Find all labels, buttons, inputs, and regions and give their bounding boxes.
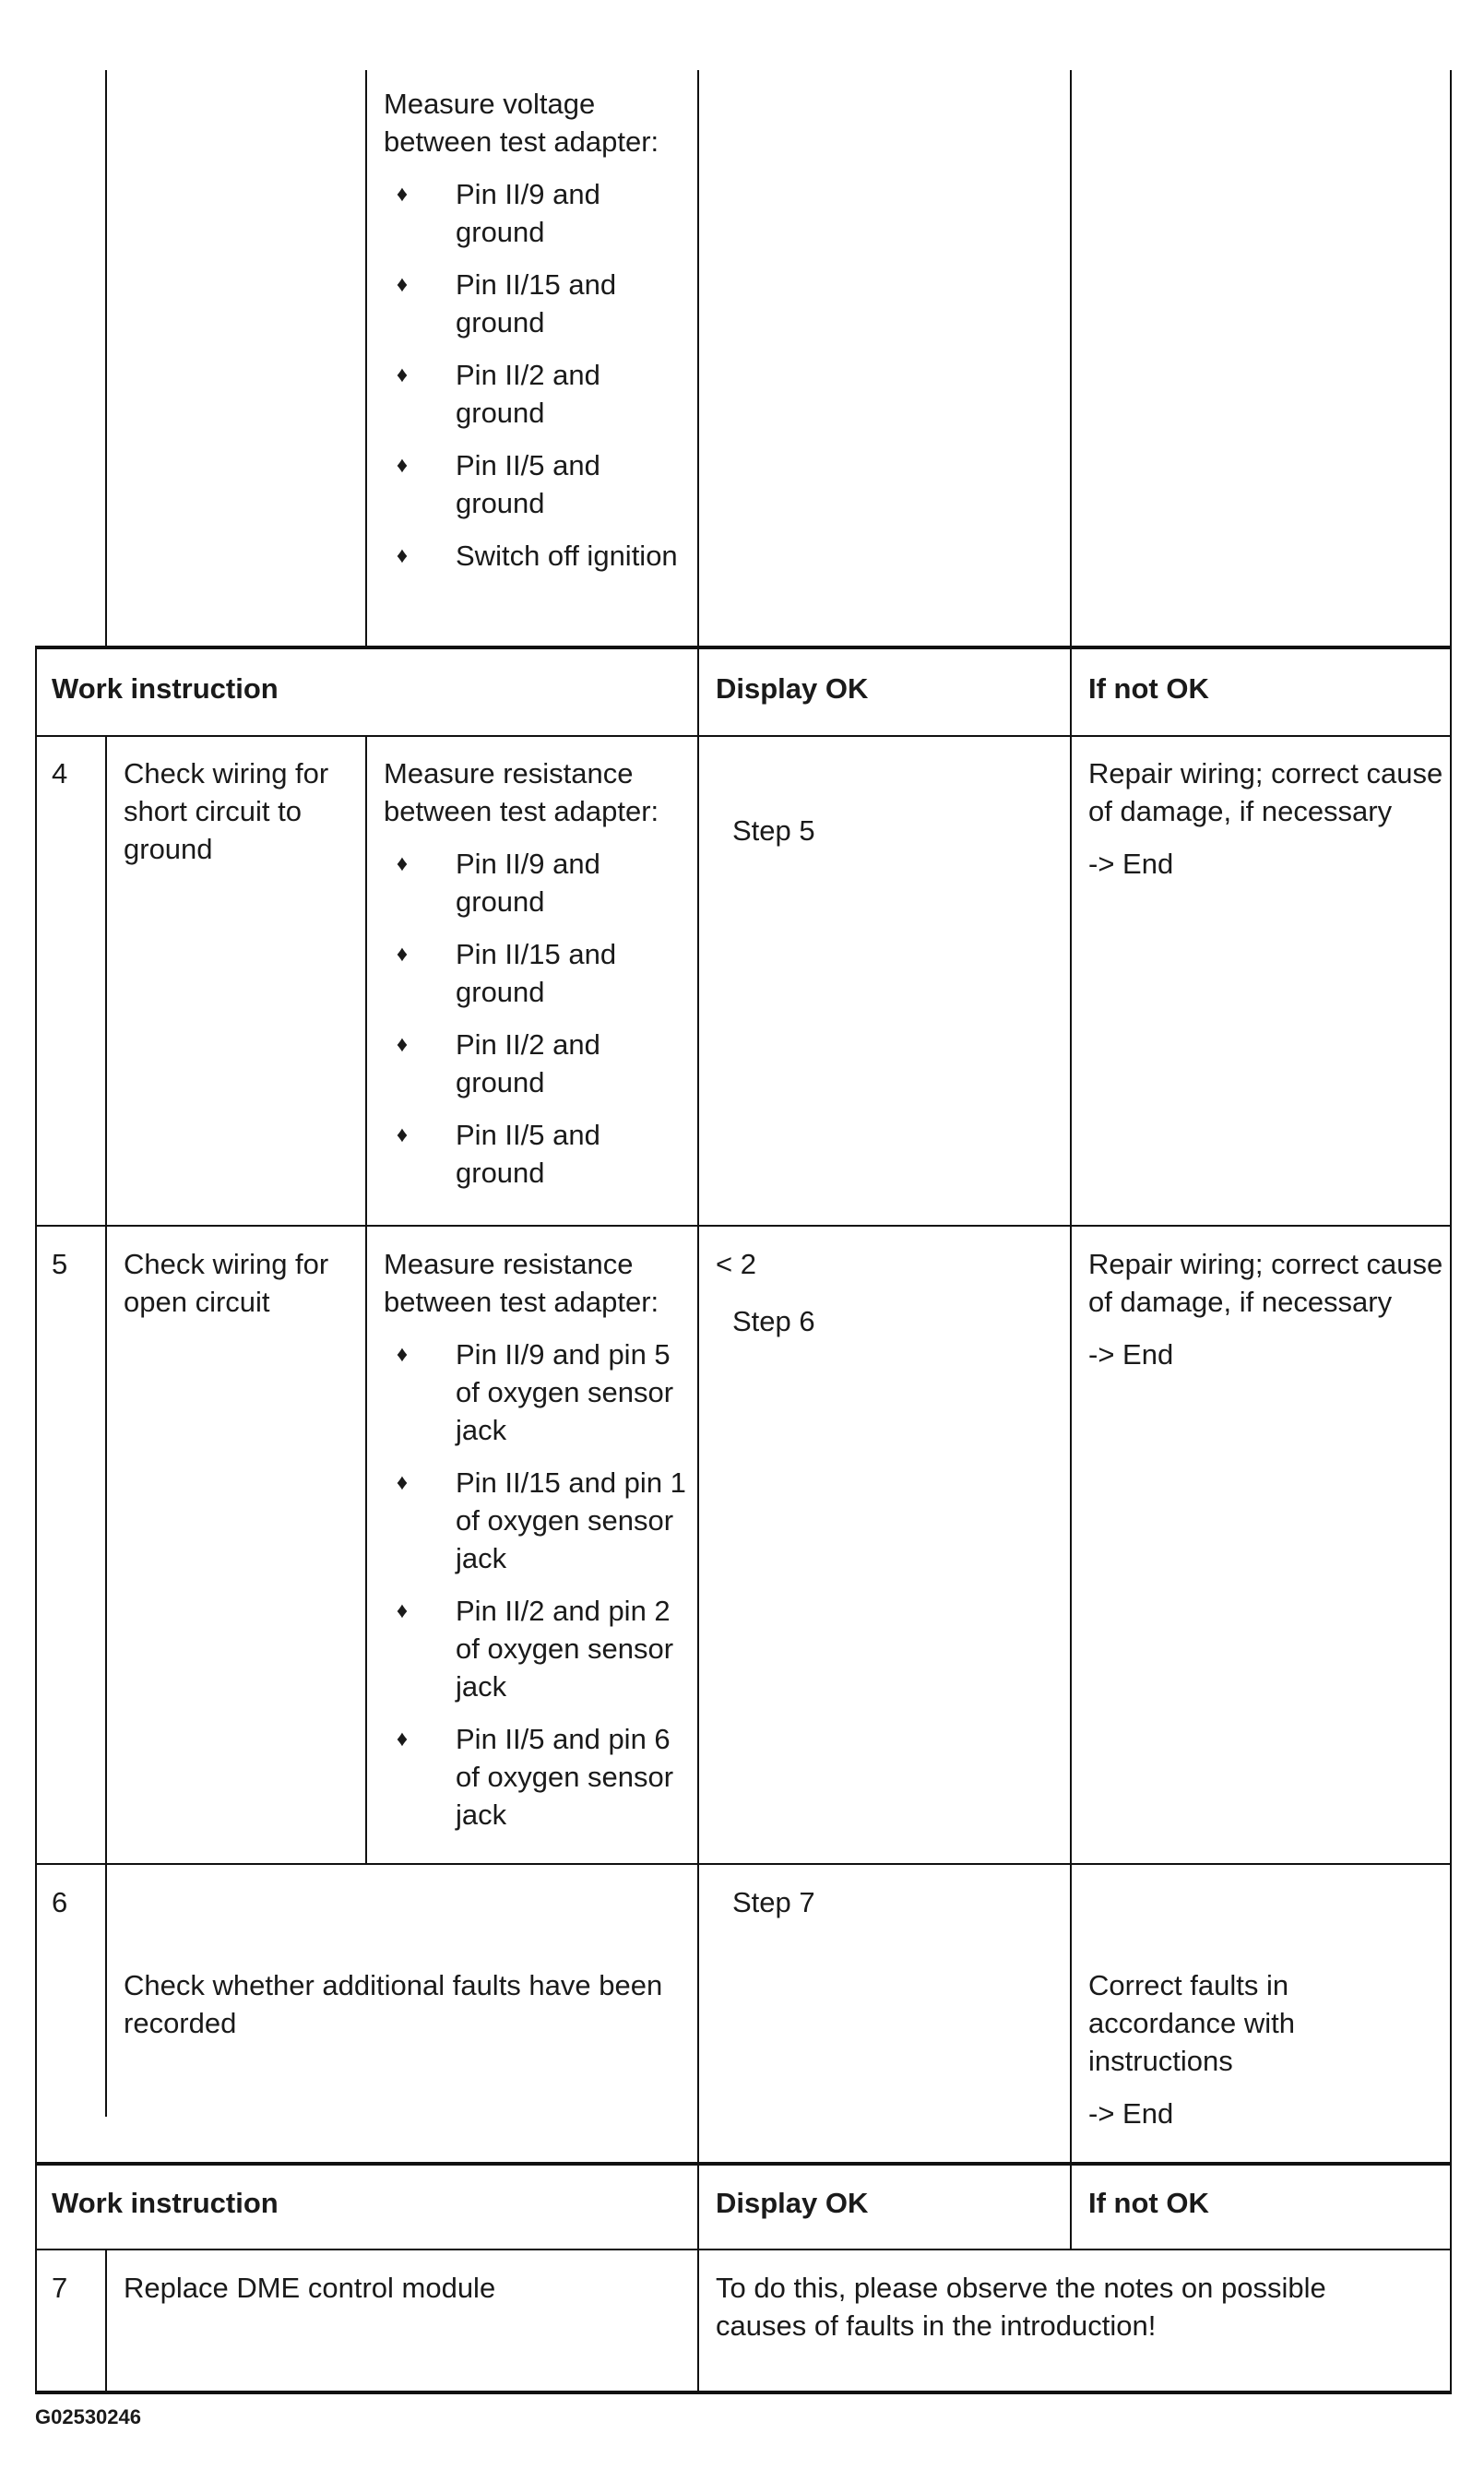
bullet-icon: ♦ (396, 942, 409, 967)
list-item: ♦ Pin II/15 and ground (384, 266, 688, 341)
col-divider (105, 70, 107, 646)
list-item: ♦ Pin II/2 and ground (384, 356, 688, 432)
table-left-border (35, 646, 37, 2392)
step-note: To do this, please observe the notes on possible causes of faults in the introduction! (716, 2272, 1326, 2342)
figure-id: G02530246 (35, 2405, 141, 2428)
list-item: ♦ Pin II/5 and ground (384, 1116, 688, 1192)
if-not-ok-text: Correct faults in accordance with instructions (1088, 1969, 1296, 2077)
list-item: ♦ Pin II/15 and ground (384, 935, 688, 1011)
step-title: Replace DME control module (124, 2272, 496, 2304)
if-not-ok-cell (1088, 1966, 1402, 2132)
bullet-icon: ♦ (396, 272, 409, 297)
header-if-not-ok: If not OK (1088, 2187, 1209, 2219)
if-not-ok-cell (1088, 1245, 1443, 1373)
step-number: 5 (52, 1248, 68, 1280)
if-not-ok-text: Repair wiring; correct cause of damage, if necessary (1088, 1248, 1443, 1318)
bullet-icon: ♦ (396, 543, 409, 568)
header-work-instruction: Work instruction (52, 2187, 279, 2219)
bullet-icon: ♦ (396, 1727, 409, 1751)
step-number: 7 (52, 2272, 68, 2304)
bullet-icon: ♦ (396, 453, 409, 478)
step-action-cell (384, 754, 688, 1206)
list-item: ♦ Pin II/2 and ground (384, 1026, 688, 1101)
bullet-icon: ♦ (396, 1122, 409, 1147)
step-action-cell (384, 1245, 693, 1848)
col-divider (1070, 70, 1072, 2249)
col-divider (365, 70, 367, 646)
bullet-icon: ♦ (396, 1598, 409, 1623)
if-not-ok-end: -> End (1088, 2097, 1174, 2130)
display-ok-value: Step 7 (732, 1886, 815, 1918)
display-ok-value: Step 5 (732, 814, 815, 847)
step-title: Check wiring for open circuit (124, 1248, 329, 1318)
list-item: ♦ Switch off ignition (384, 537, 688, 575)
col-divider (365, 736, 367, 1863)
row-divider (35, 1863, 1452, 1865)
list-item: ♦ Pin II/2 and pin 2 of oxygen sensor jack (384, 1592, 693, 1705)
row-divider (35, 2162, 1452, 2166)
if-not-ok-end: -> End (1088, 1338, 1174, 1371)
bullet-icon: ♦ (396, 182, 409, 207)
list-item: ♦ Pin II/15 and pin 1 of oxygen sensor jack (384, 1464, 693, 1577)
col-divider (105, 736, 107, 2117)
bullet-icon: ♦ (396, 362, 409, 387)
action-intro: Measure voltage between test adapter: (384, 88, 659, 158)
row-divider (35, 646, 1452, 649)
if-not-ok-cell (1088, 754, 1443, 883)
header-if-not-ok: If not OK (1088, 672, 1209, 705)
top-action-cell (384, 85, 688, 589)
header-work-instruction: Work instruction (52, 672, 279, 705)
step-title: Check whether additional faults have been recorded (124, 1969, 663, 2039)
list-item: ♦ Pin II/5 and ground (384, 446, 688, 522)
step-number: 4 (52, 757, 68, 789)
header-display-ok: Display OK (716, 672, 869, 705)
action-intro: Measure resistance between test adapter: (384, 757, 659, 827)
list-item: ♦ Pin II/9 and pin 5 of oxygen sensor jack (384, 1335, 693, 1449)
display-value: < 2 (716, 1248, 756, 1280)
bullet-icon: ♦ (396, 1470, 409, 1495)
step-number: 6 (52, 1886, 68, 1918)
step-title: Check wiring for short circuit to ground (124, 757, 329, 865)
row-divider (35, 735, 1452, 737)
col-divider (697, 70, 699, 2392)
bullet-icon: ♦ (396, 1342, 409, 1367)
list-item: ♦ Pin II/5 and pin 6 of oxygen sensor jack (384, 1720, 693, 1834)
list-item: ♦ Pin II/9 and ground (384, 845, 688, 920)
header-display-ok: Display OK (716, 2187, 869, 2219)
action-intro: Measure resistance between test adapter: (384, 1248, 659, 1318)
bullet-icon: ♦ (396, 1032, 409, 1057)
display-ok-value: Step 6 (732, 1305, 815, 1337)
row-divider (35, 1225, 1452, 1227)
list-item: ♦ Pin II/9 and ground (384, 175, 688, 251)
if-not-ok-end: -> End (1088, 848, 1174, 880)
table-bottom-border (35, 2391, 1452, 2394)
bullet-icon: ♦ (396, 851, 409, 876)
row-divider (35, 2249, 1452, 2250)
col-divider (105, 2249, 107, 2392)
table-right-border (1450, 70, 1452, 2392)
if-not-ok-text: Repair wiring; correct cause of damage, if necessary (1088, 757, 1443, 827)
